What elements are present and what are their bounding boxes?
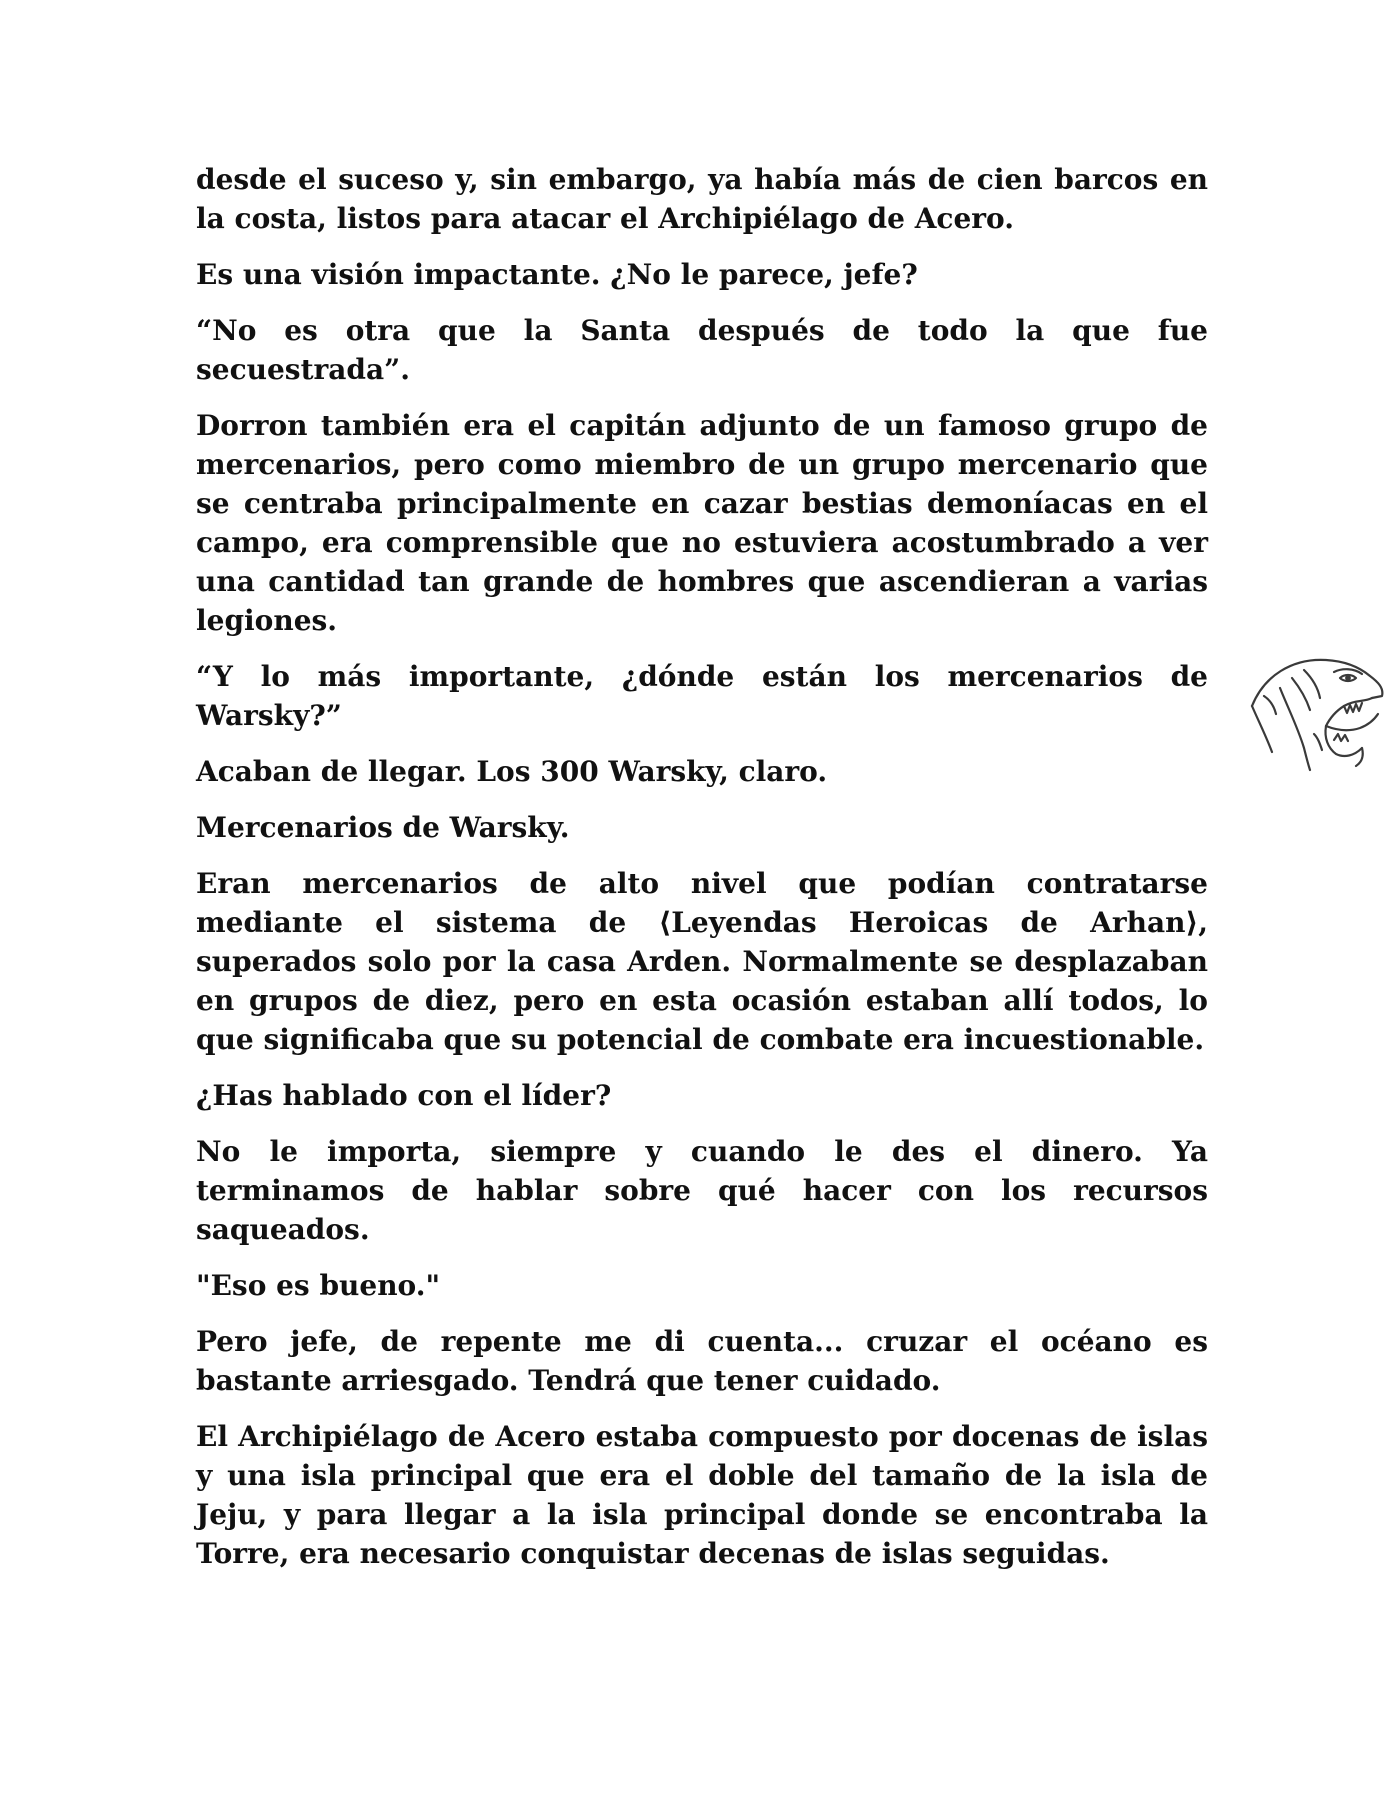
paragraph-6: Acaban de llegar. Los 300 Warsky, claro. [196, 755, 828, 788]
paragraph-11: "Eso es bueno." [196, 1269, 441, 1302]
paragraph-13: El Archipiélago de Acero estaba compuesto por docenas de islas y una isla principal que era el doble del tamaño de la isla de Jeju, y para llegar a la isla principal donde se encontraba la Torre, era necesario conquistar decenas de islas seguidas. [196, 1420, 1208, 1570]
dinosaur-head-icon [1244, 648, 1392, 772]
paragraph-3: “No es otra que la Santa después de todo la que fue secuestrada”. [196, 314, 1208, 386]
paragraph-8: Eran mercenarios de alto nivel que podían contratarse mediante el sistema de ⟨Leyendas Heroicas de Arhan⟩, superados solo por la casa Arden. Normalmente se desplazaban en grupos de diez, pero en esta ocasión estaban allí todos, lo que significaba que su potencial de combate era incuestionable. [196, 867, 1208, 1056]
paragraph-10: No le importa, siempre y cuando le des el dinero. Ya terminamos de hablar sobre qué hacer con los recursos saqueados. [196, 1135, 1208, 1246]
paragraph-4: Dorron también era el capitán adjunto de un famoso grupo de mercenarios, pero como miembro de un grupo mercenario que se centraba principalmente en cazar bestias demoníacas en el campo, era comprensible que no estuviera acostumbrado a ver una cantidad tan grande de hombres que ascendieran a varias legiones. [196, 409, 1208, 637]
paragraph-12: Pero jefe, de repente me di cuenta... cruzar el océano es bastante arriesgado. Tendrá que tener cuidado. [196, 1325, 1208, 1397]
paragraph-1: desde el suceso y, sin embargo, ya había más de cien barcos en la costa, listos para atacar el Archipiélago de Acero. [196, 163, 1208, 235]
document-body [196, 160, 1208, 1590]
paragraph-2: Es una visión impactante. ¿No le parece, jefe? [196, 258, 918, 291]
paragraph-5: “Y lo más importante, ¿dónde están los mercenarios de Warsky?” [196, 660, 1208, 732]
dinosaur-sketch [1244, 648, 1392, 772]
paragraph-9: ¿Has hablado con el líder? [196, 1079, 612, 1112]
paragraph-7: Mercenarios de Warsky. [196, 811, 570, 844]
